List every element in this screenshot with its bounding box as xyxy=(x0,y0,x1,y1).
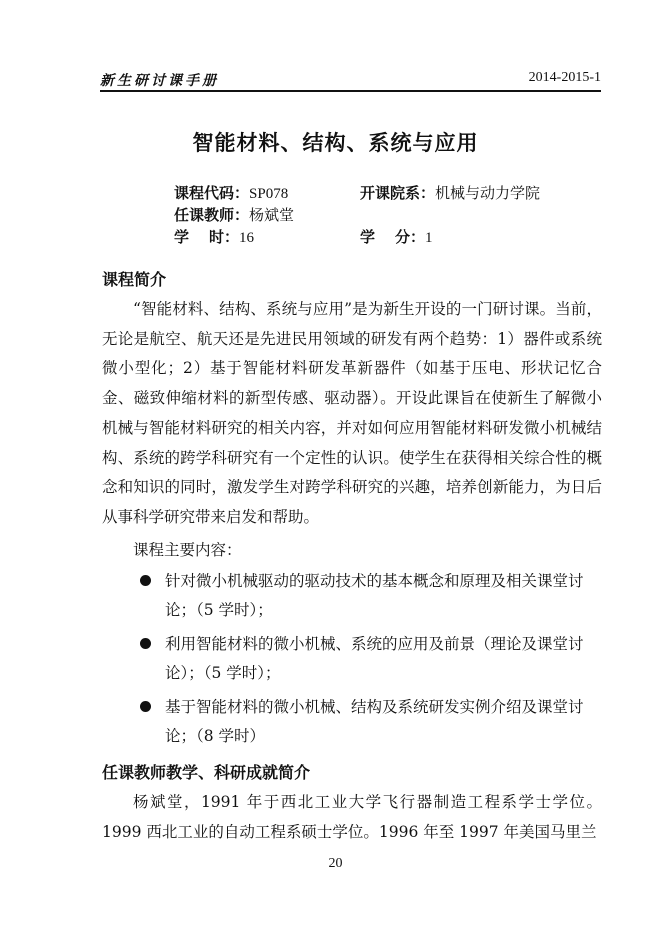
meta-row-code-dept xyxy=(174,182,594,204)
course-code-value: SP078 xyxy=(249,186,289,202)
meta-row-teacher xyxy=(174,204,594,226)
course-teacher xyxy=(174,204,294,226)
course-dept-label: 开课院系： xyxy=(360,184,436,202)
bullet-icon xyxy=(140,701,151,712)
course-meta xyxy=(174,182,594,248)
bullet-icon xyxy=(140,575,151,586)
course-teacher-value: 杨斌堂 xyxy=(249,206,295,224)
course-credits-value: 1 xyxy=(425,230,433,246)
course-hours-label-b: 时： xyxy=(209,228,240,246)
course-code xyxy=(174,182,288,205)
list-item-text: 基于智能材料的微小机械、结构及系统研发实例介绍及课堂讨论；（8 学时） xyxy=(165,698,584,745)
course-code-label: 课程代码： xyxy=(174,184,250,202)
course-hours-value: 16 xyxy=(239,230,255,246)
content-label: 课程主要内容： xyxy=(133,541,242,559)
teacher-heading: 任课教师教学、科研成就简介 xyxy=(102,763,311,782)
intro-paragraph: “智能材料、结构、系统与应用”是为新生开设的一门研讨课。当前，无论是航空、航天还是先进民用领域的研发有两个趋势：1）器件或系统微小型化；2）基于智能材料研发革新器件（如基于压电、形状记忆合金、磁致伸缩材料的新型传感、驱动器）。开设此课旨在使新生了解微小机械与智能材料研究的相关内容，并对如何应用智能材料研发微小机械结构、系统的跨学科研究有一个定性的认识。使学生在获得相关综合性的概念和知识的同时，激发学生对跨学科研究的兴趣，培养创新能力，为日后从事科学研究带来启发和帮助。 xyxy=(102,300,602,526)
list-item xyxy=(140,630,602,688)
list-item xyxy=(140,693,602,751)
course-hours xyxy=(174,226,254,249)
course-title: 智能材料、结构、系统与应用 xyxy=(192,130,479,155)
meta-row-hours-credits xyxy=(174,226,594,248)
intro-heading: 课程简介 xyxy=(102,270,167,289)
course-credits xyxy=(360,226,433,249)
header-handbook-title: 新生研讨课手册 xyxy=(100,73,219,89)
course-dept xyxy=(360,182,540,204)
running-header xyxy=(100,68,601,92)
content-list xyxy=(140,567,602,756)
bullet-icon xyxy=(140,638,151,649)
list-item-text: 利用智能材料的微小机械、系统的应用及前景（理论及课堂讨论）；（5 学时）； xyxy=(165,635,584,682)
course-dept-value: 机械与动力学院 xyxy=(435,184,541,202)
course-teacher-label: 任课教师： xyxy=(174,206,250,224)
list-item-text: 针对微小机械驱动的驱动技术的基本概念和原理及相关课堂讨论；（5 学时）； xyxy=(165,572,584,619)
course-hours-label-a: 学 xyxy=(174,228,210,246)
list-item xyxy=(140,567,602,625)
header-academic-year: 2014-2015-1 xyxy=(528,70,601,85)
course-credits-label-a: 学 xyxy=(360,228,396,246)
teacher-paragraph: 杨斌堂，1991 年于西北工业大学飞行器制造工程系学士学位。1999 西北工业的自动工程系硕士学位。1996 年至 1997 年美国马里兰 xyxy=(102,793,602,841)
page-number: 20 xyxy=(328,856,343,871)
course-credits-label-b: 分： xyxy=(395,228,426,246)
